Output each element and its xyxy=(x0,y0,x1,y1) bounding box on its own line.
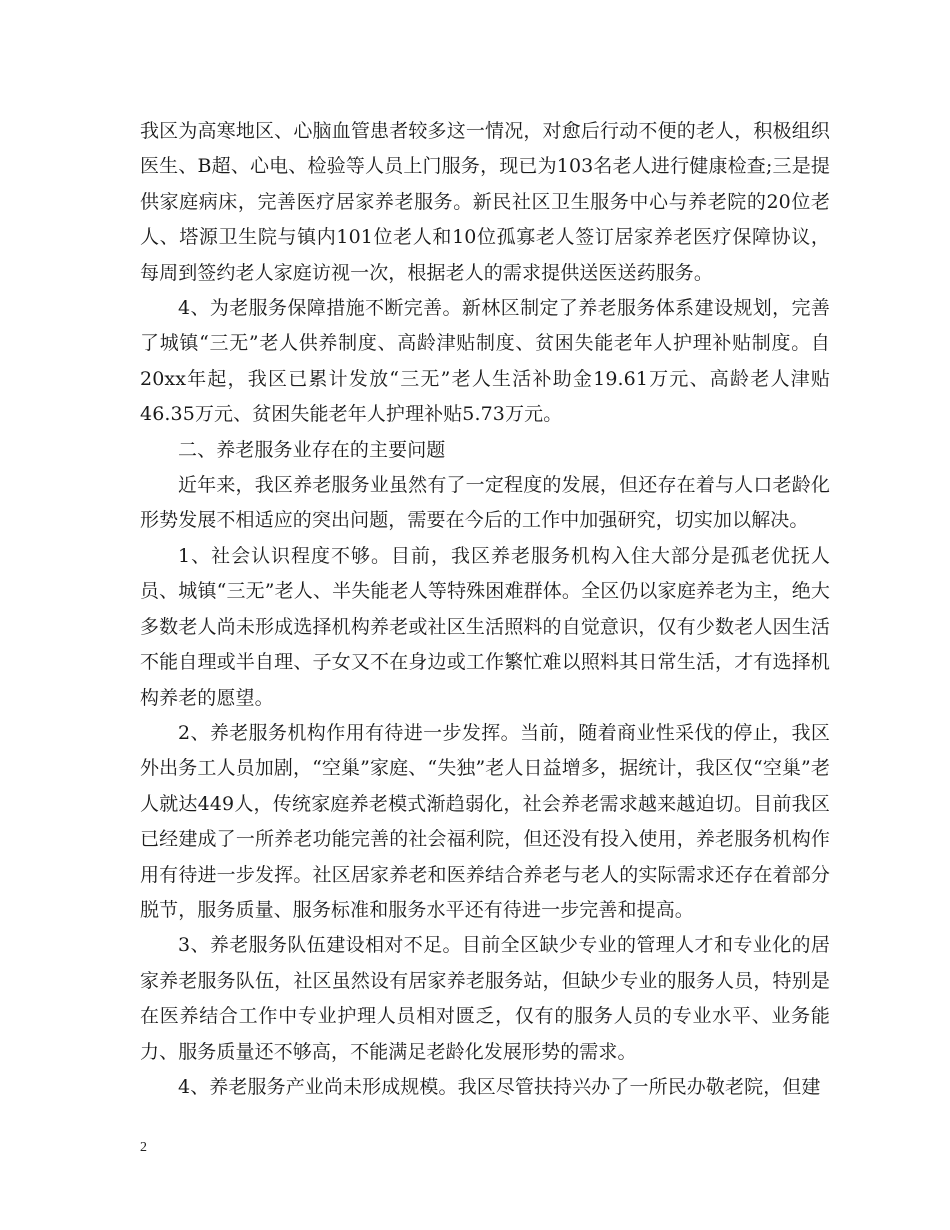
paragraph-continuation-health-services: 我区为高寒地区、心脑血管患者较多这一情况，对愈后行动不便的老人，积极组织医生、B超、心电、检验等人员上门服务，现已为103名老人进行健康检查;三是提供家庭病床，完善医疗居家养老服务。新民社区卫生服务中心与养老院的20位老人、塔源卫生院与镇内101位老人和10位孤寡老人签订居家养老医疗保障协议，每周到签约老人家庭访视一次，根据老人的需求提供送医送药服务。 xyxy=(140,120,830,284)
paragraph-service-guarantee-measures: 4、为老服务保障措施不断完善。新林区制定了养老服务体系建设规划，完善了城镇“三无”老人供养制度、高龄津贴制度、贫困失能老年人护理补贴制度。自20xx年起，我区已累计发放“三无”老人生活补助金19.61万元、高龄老人津贴46.35万元、贫困失能老年人护理补贴5.73万元。 xyxy=(140,297,830,426)
paragraph-service-team: 3、养老服务队伍建设相对不足。目前全区缺少专业的管理人才和专业化的居家养老服务队伍，社区虽然设有居家养老服务站，但缺少专业的服务人员，特别是在医养结合工作中专业护理人员相对匮乏，仅有的服务人员的专业水平、业务能力、服务质量还不够高，不能满足老龄化发展形势的需求。 xyxy=(140,934,830,1063)
paragraph-industry-scale: 4、养老服务产业尚未形成规模。我区尽管扶持兴办了一所民办敬老院，但建 xyxy=(178,1075,821,1098)
paragraph-institution-role: 2、养老服务机构作用有待进一步发挥。当前，随着商业性采伐的停止，我区外出务工人员加剧，“空巢”家庭、“失独”老人日益增多，据统计，我区仅“空巢”老人就达449人，传统家庭养老模式渐趋弱化，社会养老需求越来越迫切。目前我区已经建成了一所养老功能完善的社会福利院，但还没有投入使用，养老服务机构作用有待进一步发挥。社区居家养老和医养结合养老与老人的实际需求还存在着部分脱节，服务质量、服务标准和服务水平还有待进一步完善和提高。 xyxy=(140,721,830,921)
page-number: 2 xyxy=(140,1140,147,1155)
document-body xyxy=(140,114,830,1105)
paragraph-social-awareness: 1、社会认识程度不够。目前，我区养老服务机构入住大部分是孤老优抚人员、城镇“三无”老人、半失能老人等特殊困难群体。全区仍以家庭养老为主，绝大多数老人尚未形成选择机构养老或社区生活照料的自觉意识，仅有少数老人因生活不能自理或半自理、子女又不在身边或工作繁忙难以照料其日常生活，才有选择机构养老的愿望。 xyxy=(140,544,830,709)
paragraph-problems-intro: 近年来，我区养老服务业虽然有了一定程度的发展，但还存在着与人口老龄化形势发展不相适应的突出问题，需要在今后的工作中加强研究，切实加以解决。 xyxy=(140,474,830,532)
section-heading-main-problems: 二、养老服务业存在的主要问题 xyxy=(178,438,446,461)
